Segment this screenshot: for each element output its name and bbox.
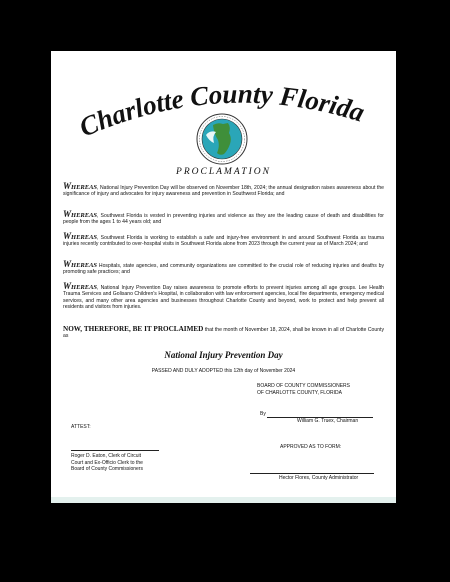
whereas-paragraph-2: WHEREAS, Southwest Florida is vested in preventing injuries and violence as they are the leading cause of death and disabilities for people from the ages 1 to 44 years old; and — [63, 209, 384, 226]
approved-label: APPROVED AS TO FORM: — [280, 444, 342, 450]
county-seal-icon — [196, 113, 248, 165]
chairman-name: William G. Truex, Chairman — [297, 418, 359, 424]
whereas-lead: W — [63, 181, 72, 191]
administrator-signature-line — [250, 473, 374, 474]
proclamation-resolution: NOW, THEREFORE, BE IT PROCLAIMED that the month of November 18, 2024, shall be known in all of Charlotte County as — [63, 325, 384, 340]
clerk-line-2: Court and Ex-Officio Clerk to the — [71, 459, 143, 466]
proclamation-page — [51, 51, 396, 497]
board-line-1: BOARD OF COUNTY COMMISSIONERS — [257, 383, 350, 389]
resolution-lead: NOW, THEREFORE, BE IT PROCLAIMED — [63, 325, 204, 333]
whereas-paragraph-3: WHEREAS, Southwest Florida is working to establish a safe and injury-free environment in and around Southwest Florida as trauma injuries recently contributed to over-hospital visits in Southwest Florida alone from 2023 through the current year as of March 2024; and — [63, 231, 384, 248]
observance-name: National Injury Prevention Day — [164, 350, 283, 360]
clerk-signature-line — [71, 450, 159, 451]
adoption-statement: PASSED AND DULY ADOPTED this 12th day of November 2024 — [151, 368, 296, 374]
page-bottom-band — [51, 497, 396, 503]
administrator-name: Hector Flores, County Administrator — [279, 475, 359, 481]
whereas-paragraph-1: WHEREAS, National Injury Prevention Day will be observed on November 18th, 2024; the annual designation raises awareness about the significance of injury and advocates for injury awareness and prevention in Southwest Florida; and — [63, 181, 384, 198]
whereas-paragraph-4: WHEREAS Hospitals, state agencies, and community organizations are committed to the crucial role of reducing injuries and deaths by promoting safe practices; and — [63, 259, 384, 276]
whereas-lead: W — [63, 231, 72, 241]
whereas-lead: W — [63, 209, 72, 219]
whereas-paragraph-5: WHEREAS, National Injury Prevention Day raises awareness to promote efforts to prevent injuries among all age groups. Lee Health Trauma Services and Golisano Children's Hospital, in collaboration with law enforcement agencies, local fire departments, emergency medical services, and many other area agencies and businesses throughout Charlotte County and beyond, work to protect and help prevent all residents and visitors from injuries. — [63, 281, 384, 311]
clerk-line-3: Board of County Commissioners — [71, 466, 143, 472]
proclamation-heading: PROCLAMATION — [176, 167, 271, 177]
by-label: By — [260, 411, 266, 417]
whereas-lead: W — [63, 259, 72, 269]
clerk-line-1: Roger D. Eaton, Clerk of Circuit — [71, 453, 142, 459]
board-line-2: OF CHARLOTTE COUNTY, FLORIDA — [257, 389, 342, 396]
county-title: Charlotte County Florida — [74, 78, 368, 143]
whereas-lead: W — [63, 281, 72, 291]
attest-label: ATTEST: — [71, 424, 91, 430]
